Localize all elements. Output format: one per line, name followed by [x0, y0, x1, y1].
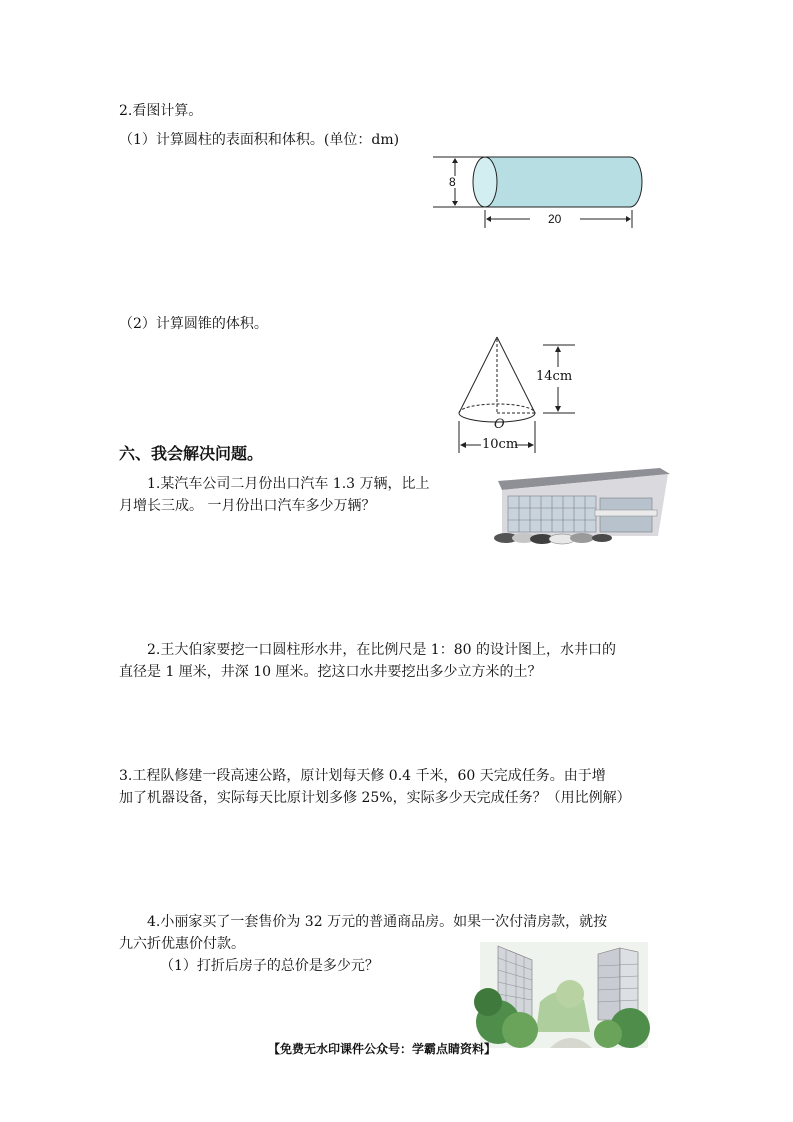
problem-subquestion: （1）打折后房子的总价是多少元？: [160, 958, 379, 974]
cone-diameter-label: 10cm: [482, 437, 519, 452]
car-dealership-illustration: [490, 466, 670, 548]
problem-text: 2.王大伯家要挖一口圆柱形水井，在比例尺是 1：80 的设计图上，水井口的: [147, 642, 616, 658]
residential-buildings-illustration: [480, 942, 648, 1048]
problem-text: 加了机器设备，实际每天比原计划多修 25%，实际多少天完成任务？（用比例解）: [119, 790, 631, 806]
footer-watermark-text: 【免费无水印课件公众号：学霸点睛资料】: [268, 1042, 497, 1056]
cylinder-length-label: 20: [548, 212, 562, 226]
cone-height-label: 14cm: [536, 369, 573, 384]
problem-text: 九六折优惠价付款。: [119, 936, 245, 952]
svg-text:O: O: [494, 417, 505, 432]
problem-text: 月增长三成。 一月份出口汽车多少万辆？: [119, 498, 376, 514]
cylinder-diagram: [430, 150, 645, 232]
cylinder-height-label: 8: [449, 175, 456, 189]
problem-text: 直径是 1 厘米，井深 10 厘米。挖这口水井要挖出多少立方米的土？: [119, 664, 542, 680]
question-text: （2）计算圆锥的体积。: [119, 316, 268, 332]
problem-text: 4.小丽家买了一套售价为 32 万元的普通商品房。如果一次付清房款，就按: [147, 914, 608, 930]
section-title: 2.看图计算。: [119, 103, 203, 119]
question-text: （1）计算圆柱的表面积和体积。(单位：dm): [119, 132, 400, 148]
problem-text: 1.某汽车公司二月份出口汽车 1.3 万辆，比上: [147, 476, 430, 492]
section-heading: 六、我会解决问题。: [119, 444, 264, 463]
problem-text: 3.工程队修建一段高速公路，原计划每天修 0.4 千米，60 天完成任务。由于增: [119, 768, 606, 784]
